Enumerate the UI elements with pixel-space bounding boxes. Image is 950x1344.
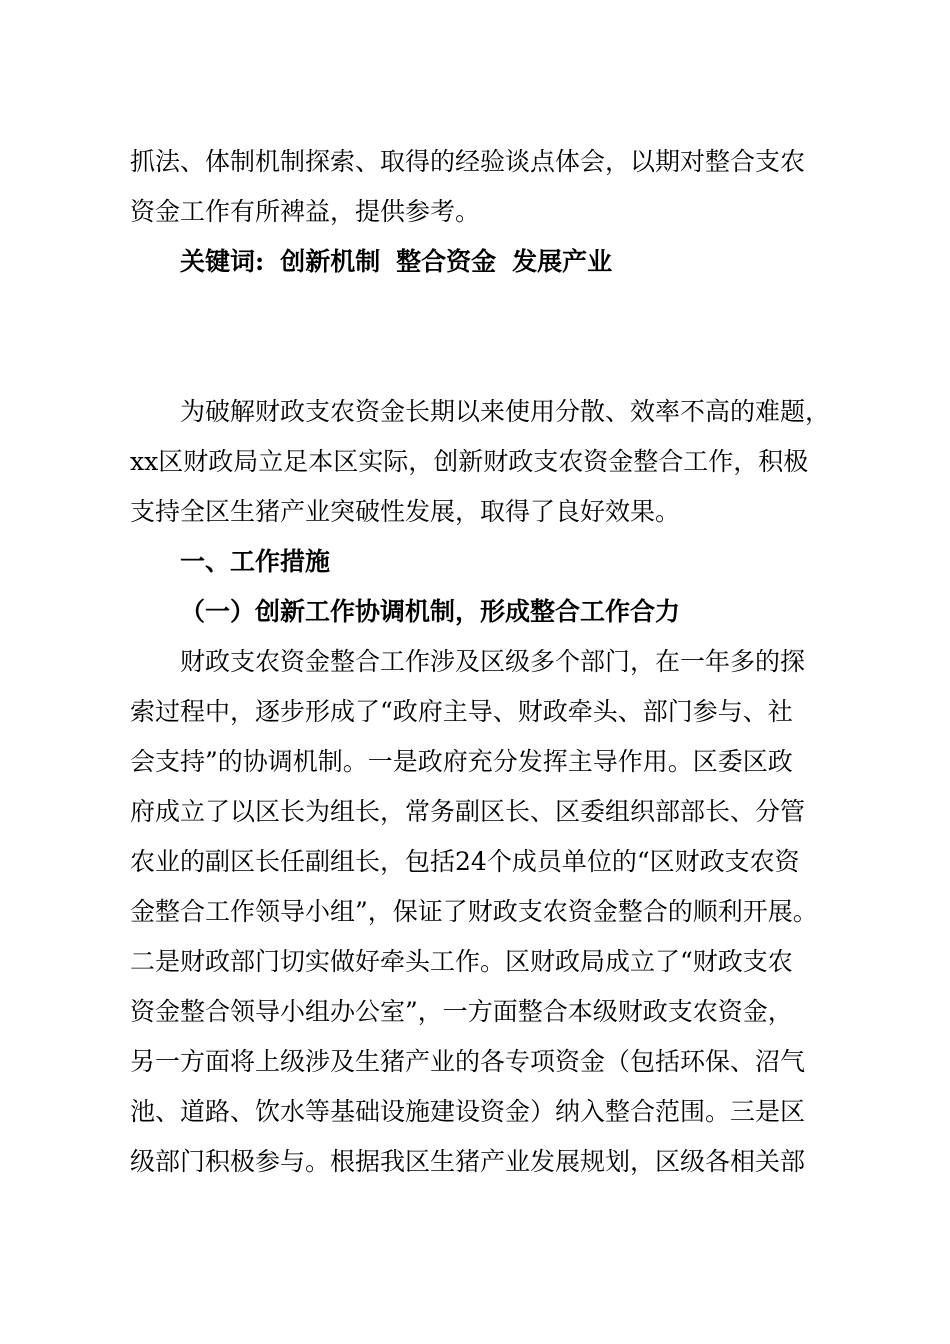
- paragraph-line: 另一方面将上级涉及生猪产业的各专项资金（包括环保、沼气: [130, 1047, 806, 1076]
- paragraph-line: 资金整合领导小组办公室”，一方面整合本级财政支农资金，: [130, 997, 793, 1026]
- paragraph-line: 为破解财政支农资金长期以来使用分散、效率不高的难题，: [180, 397, 831, 426]
- intro-line: 资金工作有所裨益，提供参考。: [130, 197, 481, 226]
- keyword-term: 创新机制: [280, 247, 381, 276]
- intro-line: 抓法、体制机制探索、取得的经验谈点体会，以期对整合支农: [130, 147, 806, 176]
- paragraph-line: 金整合工作领导小组”，保证了财政支农资金整合的顺利开展。: [130, 897, 818, 926]
- paragraph-line: 府成立了以区长为组长，常务副区长、区委组织部部长、分管: [130, 797, 806, 826]
- keywords-label: 关键词:: [180, 247, 265, 276]
- keyword-term: 发展产业: [512, 247, 613, 276]
- keywords-line: [180, 244, 880, 280]
- paragraph-line: 级部门积极参与。根据我区生猪产业发展规划，区级各相关部: [130, 1147, 806, 1176]
- paragraph-line: 会支持”的协调机制。一是政府充分发挥主导作用。区委区政: [130, 747, 793, 776]
- paragraph-line: 二是财政部门切实做好牵头工作。区财政局成立了“财政支农: [130, 947, 793, 976]
- paragraph-line: 支持全区生猪产业突破性发展，取得了良好效果。: [130, 497, 681, 526]
- paragraph-line: xx区财政局立足本区实际，创新财政支农资金整合工作，积极: [130, 447, 809, 476]
- keyword-term: 整合资金: [396, 247, 497, 276]
- section-heading: 一、工作措施: [180, 547, 331, 576]
- paragraph-line: 农业的副区长任副组长，包括24个成员单位的“区财政支农资: [130, 847, 800, 876]
- subsection-heading: （一）创新工作协调机制，形成整合工作合力: [180, 597, 681, 626]
- paragraph-line: 索过程中，逐步形成了“政府主导、财政牵头、部门参与、社: [130, 697, 793, 726]
- paragraph-line: 财政支农资金整合工作涉及区级多个部门，在一年多的探: [180, 647, 806, 676]
- paragraph-line: 池、道路、饮水等基础设施建设资金）纳入整合范围。三是区: [130, 1097, 806, 1126]
